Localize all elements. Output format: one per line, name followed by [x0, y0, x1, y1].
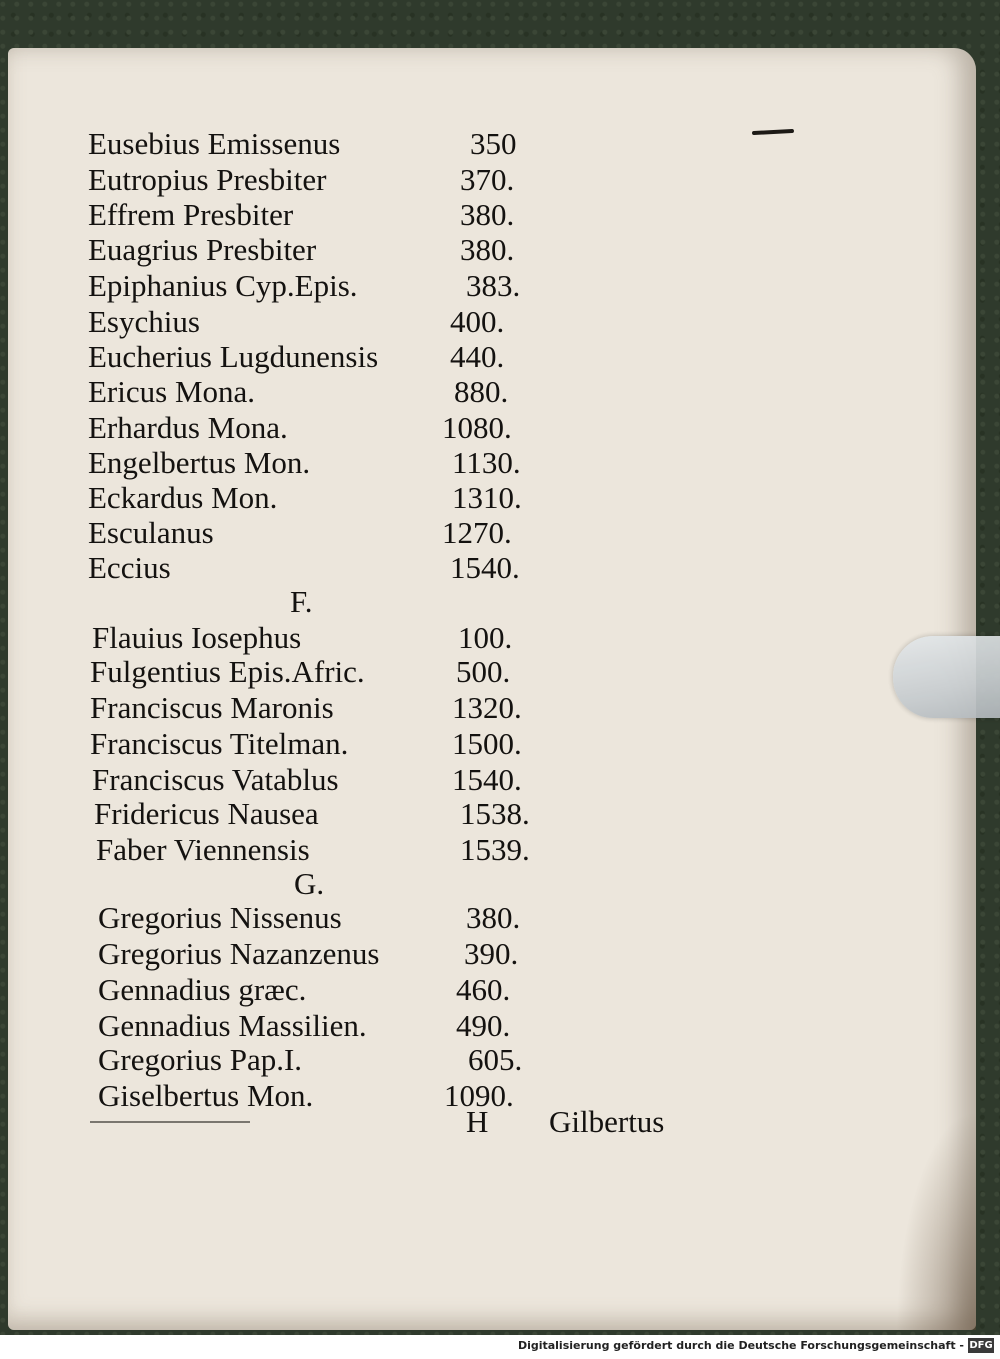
index-entry	[92, 762, 532, 798]
page-clip	[893, 636, 1000, 718]
entry-name: Euagrius Presbiter	[88, 232, 317, 267]
entry-name: Fulgentius Epis.Afric.	[90, 654, 365, 689]
entry-year: 383.	[466, 268, 521, 303]
entry-name: Epiphanius Cyp.Epis.	[88, 268, 358, 303]
entry-name: Flauius Iosephus	[92, 620, 302, 655]
entry-year: 1320.	[452, 690, 522, 725]
index-entry	[98, 936, 538, 972]
index-entry	[88, 126, 528, 162]
index-entry	[88, 232, 528, 268]
entry-name: Eckardus Mon.	[88, 480, 278, 515]
entry-year: 440.	[450, 339, 505, 374]
catchword: Gilbertus	[549, 1104, 665, 1139]
entry-year: 370.	[460, 162, 515, 197]
entry-name: Gennadius græc.	[98, 972, 307, 1007]
entry-name: Gregorius Pap.I.	[98, 1042, 303, 1077]
index-entry	[88, 480, 528, 516]
index-entry	[88, 445, 528, 481]
index-entry	[88, 515, 528, 551]
entry-name: Engelbertus Mon.	[88, 445, 311, 480]
signature-mark: H	[466, 1104, 489, 1139]
index-entry	[90, 726, 530, 762]
corner-mark	[752, 129, 794, 135]
entry-name: Effrem Presbiter	[88, 197, 294, 232]
index-entry	[88, 304, 528, 340]
funding-credit: Digitalisierung gefördert durch die Deutsche Forschungsgemeinschaft -	[517, 1339, 964, 1352]
entry-name: Erhardus Mona.	[88, 410, 288, 445]
entry-year: 400.	[450, 304, 505, 339]
bottom-rule	[90, 1121, 250, 1124]
entry-year: 380.	[460, 232, 515, 267]
index-entry	[90, 690, 530, 726]
index-entry	[92, 620, 532, 656]
entry-name: Franciscus Vatablus	[92, 762, 339, 797]
entry-year: 605.	[468, 1042, 523, 1077]
entry-name: Gregorius Nissenus	[98, 900, 342, 935]
entry-year: 1270.	[442, 515, 512, 550]
footer-bar	[0, 1335, 1000, 1359]
section-letter-f: F.	[290, 584, 313, 619]
index-entry	[98, 1042, 538, 1078]
entry-year: 1500.	[452, 726, 522, 761]
entry-year: 880.	[454, 374, 509, 409]
entry-year: 500.	[456, 654, 511, 689]
entry-year: 1090.	[444, 1078, 514, 1113]
index-entry	[88, 162, 528, 198]
index-entries	[0, 0, 560, 1200]
entry-year: 100.	[458, 620, 513, 655]
entry-year: 1080.	[442, 410, 512, 445]
entry-name: Eccius	[88, 550, 171, 585]
entry-year: 490.	[456, 1008, 511, 1043]
index-entry	[90, 654, 530, 690]
entry-name: Fridericus Nausea	[94, 796, 319, 831]
index-entry	[88, 268, 528, 304]
entry-year: 1130.	[452, 445, 521, 480]
index-entry	[98, 972, 538, 1008]
entry-name: Gennadius Massilien.	[98, 1008, 367, 1043]
entry-name: Ericus Mona.	[88, 374, 256, 409]
entry-year: 390.	[464, 936, 519, 971]
entry-name: Giselbertus Mon.	[98, 1078, 314, 1113]
index-entry	[98, 900, 538, 936]
entry-name: Eutropius Presbiter	[88, 162, 327, 197]
dfg-logo-icon: DFG	[969, 1340, 993, 1351]
index-entry	[88, 339, 528, 375]
index-entry	[88, 410, 528, 446]
entry-name: Esychius	[88, 304, 200, 339]
entry-name: Franciscus Titelman.	[90, 726, 349, 761]
index-entry	[88, 374, 528, 410]
index-entry	[88, 197, 528, 233]
entry-year: 350	[470, 126, 517, 161]
entry-name: Esculanus	[88, 515, 214, 550]
entry-year: 1538.	[460, 796, 530, 831]
entry-year: 1540.	[452, 762, 522, 797]
entry-name: Gregorius Nazanzenus	[98, 936, 380, 971]
entry-year: 380.	[460, 197, 515, 232]
index-entry	[98, 1008, 538, 1044]
section-letter-g: G.	[294, 866, 325, 901]
entry-year: 1310.	[452, 480, 522, 515]
entry-name: Franciscus Maronis	[90, 690, 334, 725]
entry-year: 380.	[466, 900, 521, 935]
index-entry	[88, 550, 528, 586]
entry-year: 1540.	[450, 550, 520, 585]
index-entry	[96, 832, 536, 868]
index-entry	[94, 796, 534, 832]
entry-year: 460.	[456, 972, 511, 1007]
entry-name: Eucherius Lugdunensis	[88, 339, 379, 374]
entry-year: 1539.	[460, 832, 530, 867]
entry-name: Eusebius Emissenus	[88, 126, 341, 161]
entry-name: Faber Viennensis	[96, 832, 310, 867]
